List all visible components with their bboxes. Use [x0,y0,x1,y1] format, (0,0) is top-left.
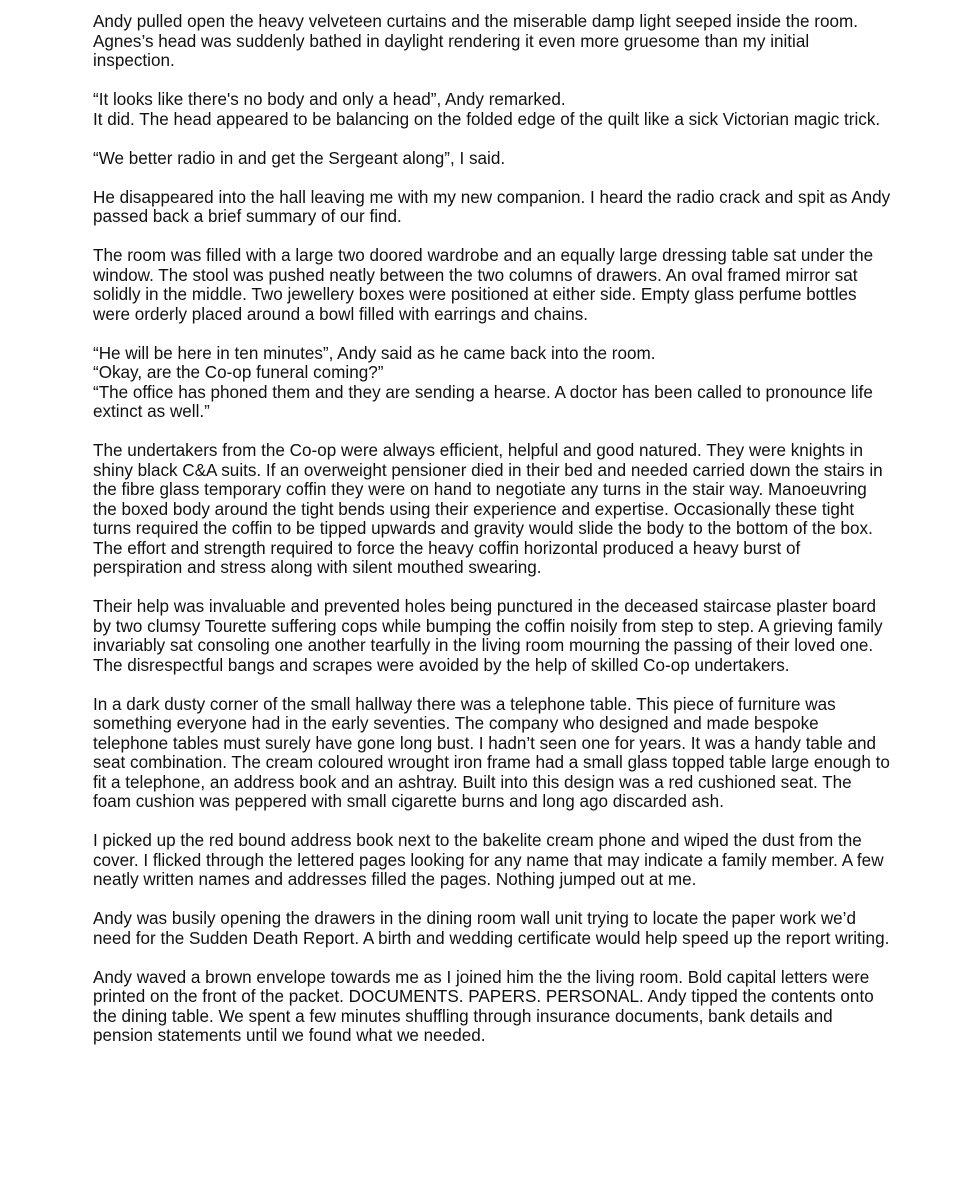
paragraph-help: Their help was invaluable and prevented holes being punctured in the deceased staircase plaster board by two clumsy Tourette suffering cops while bumping the coffin noisily from step to step. A grieving family invariably sat consoling one another tearfully in the living room mourning the passing of their loved one. The disrespectful bangs and scrapes were avoided by the help of skilled Co-op undertakers. [93,597,883,675]
paragraph-room-description: The room was filled with a large two doored wardrobe and an equally large dressing table sat under the window. The stool was pushed neatly between the two columns of drawers. An oval framed mirror sat solidly in the middle. Two jewellery boxes were positioned at either side. Empty glass perfume bottles were orderly placed around a bowl filled with earrings and chains. [93,246,874,324]
paragraph-dialogue-hearse: “He will be here in ten minutes”, Andy said as he came back into the room. “Okay, are the Co-op funeral coming?” “The office has phoned them and they are sending a hearse. A doctor has been called to pronounce life extinct as well.” [93,343,873,421]
paragraph-curtains: Andy pulled open the heavy velveteen curtains and the miserable damp light seeped inside the room. Agnes’s head was suddenly bathed in daylight rendering it even more gruesome than my initial inspection. [93,12,858,70]
paragraph-radio-sergeant: “We better radio in and get the Sergeant along”, I said. [93,148,506,168]
story-text [93,12,893,1065]
paragraph-envelope: Andy waved a brown envelope towards me as I joined him the the living room. Bold capital letters were printed on the front of the packet. DOCUMENTS. PAPERS. PERSONAL. Andy tipped the contents onto the dining table. We spent a few minutes shuffling through insurance documents, bank details and pension statements until we found what we needed. [93,967,874,1045]
paragraph-hall: He disappeared into the hall leaving me with my new companion. I heard the radio crack and spit as Andy passed back a brief summary of our find. [93,187,891,226]
paragraph-drawers: Andy was busily opening the drawers in the dining room wall unit trying to locate the paper work we’d need for the Sudden Death Report. A birth and wedding certificate would help speed up the report writing. [93,909,890,948]
paragraph-telephone-table: In a dark dusty corner of the small hallway there was a telephone table. This piece of furniture was something everyone had in the early seventies. The company who designed and made bespoke telephone tables must surely have gone long bust. I hadn’t seen one for years. It was a handy table and seat combination. The cream coloured wrought iron frame had a small glass topped table large enough to fit a telephone, an address book and an ashtray. Built into this design was a red cushioned seat. The foam cushion was peppered with small cigarette burns and long ago discarded ash. [93,694,890,811]
paragraph-head-remark: “It looks like there's no body and only a head”, Andy remarked. It did. The head appeared to be balancing on the folded edge of the quilt like a sick Victorian magic trick. [93,90,881,129]
paragraph-undertakers: The undertakers from the Co-op were always efficient, helpful and good natured. They were knights in shiny black C&A suits. If an overweight pensioner died in their bed and needed carried down the stairs in the fibre glass temporary coffin they were on hand to negotiate any turns in the stair way. Manoeuvring the boxed body around the tight bends using their experience and expertise. Occasionally these tight turns required the coffin to be tipped upwards and gravity would slide the body to the bottom of the box. The effort and strength required to force the heavy coffin horizontal produced a heavy burst of perspiration and stress along with silent mouthed swearing. [93,441,883,577]
paragraph-address-book: I picked up the red bound address book next to the bakelite cream phone and wiped the dust from the cover. I flicked through the lettered pages looking for any name that may indicate a family member. A few neatly written names and addresses filled the pages. Nothing jumped out at me. [93,831,884,889]
